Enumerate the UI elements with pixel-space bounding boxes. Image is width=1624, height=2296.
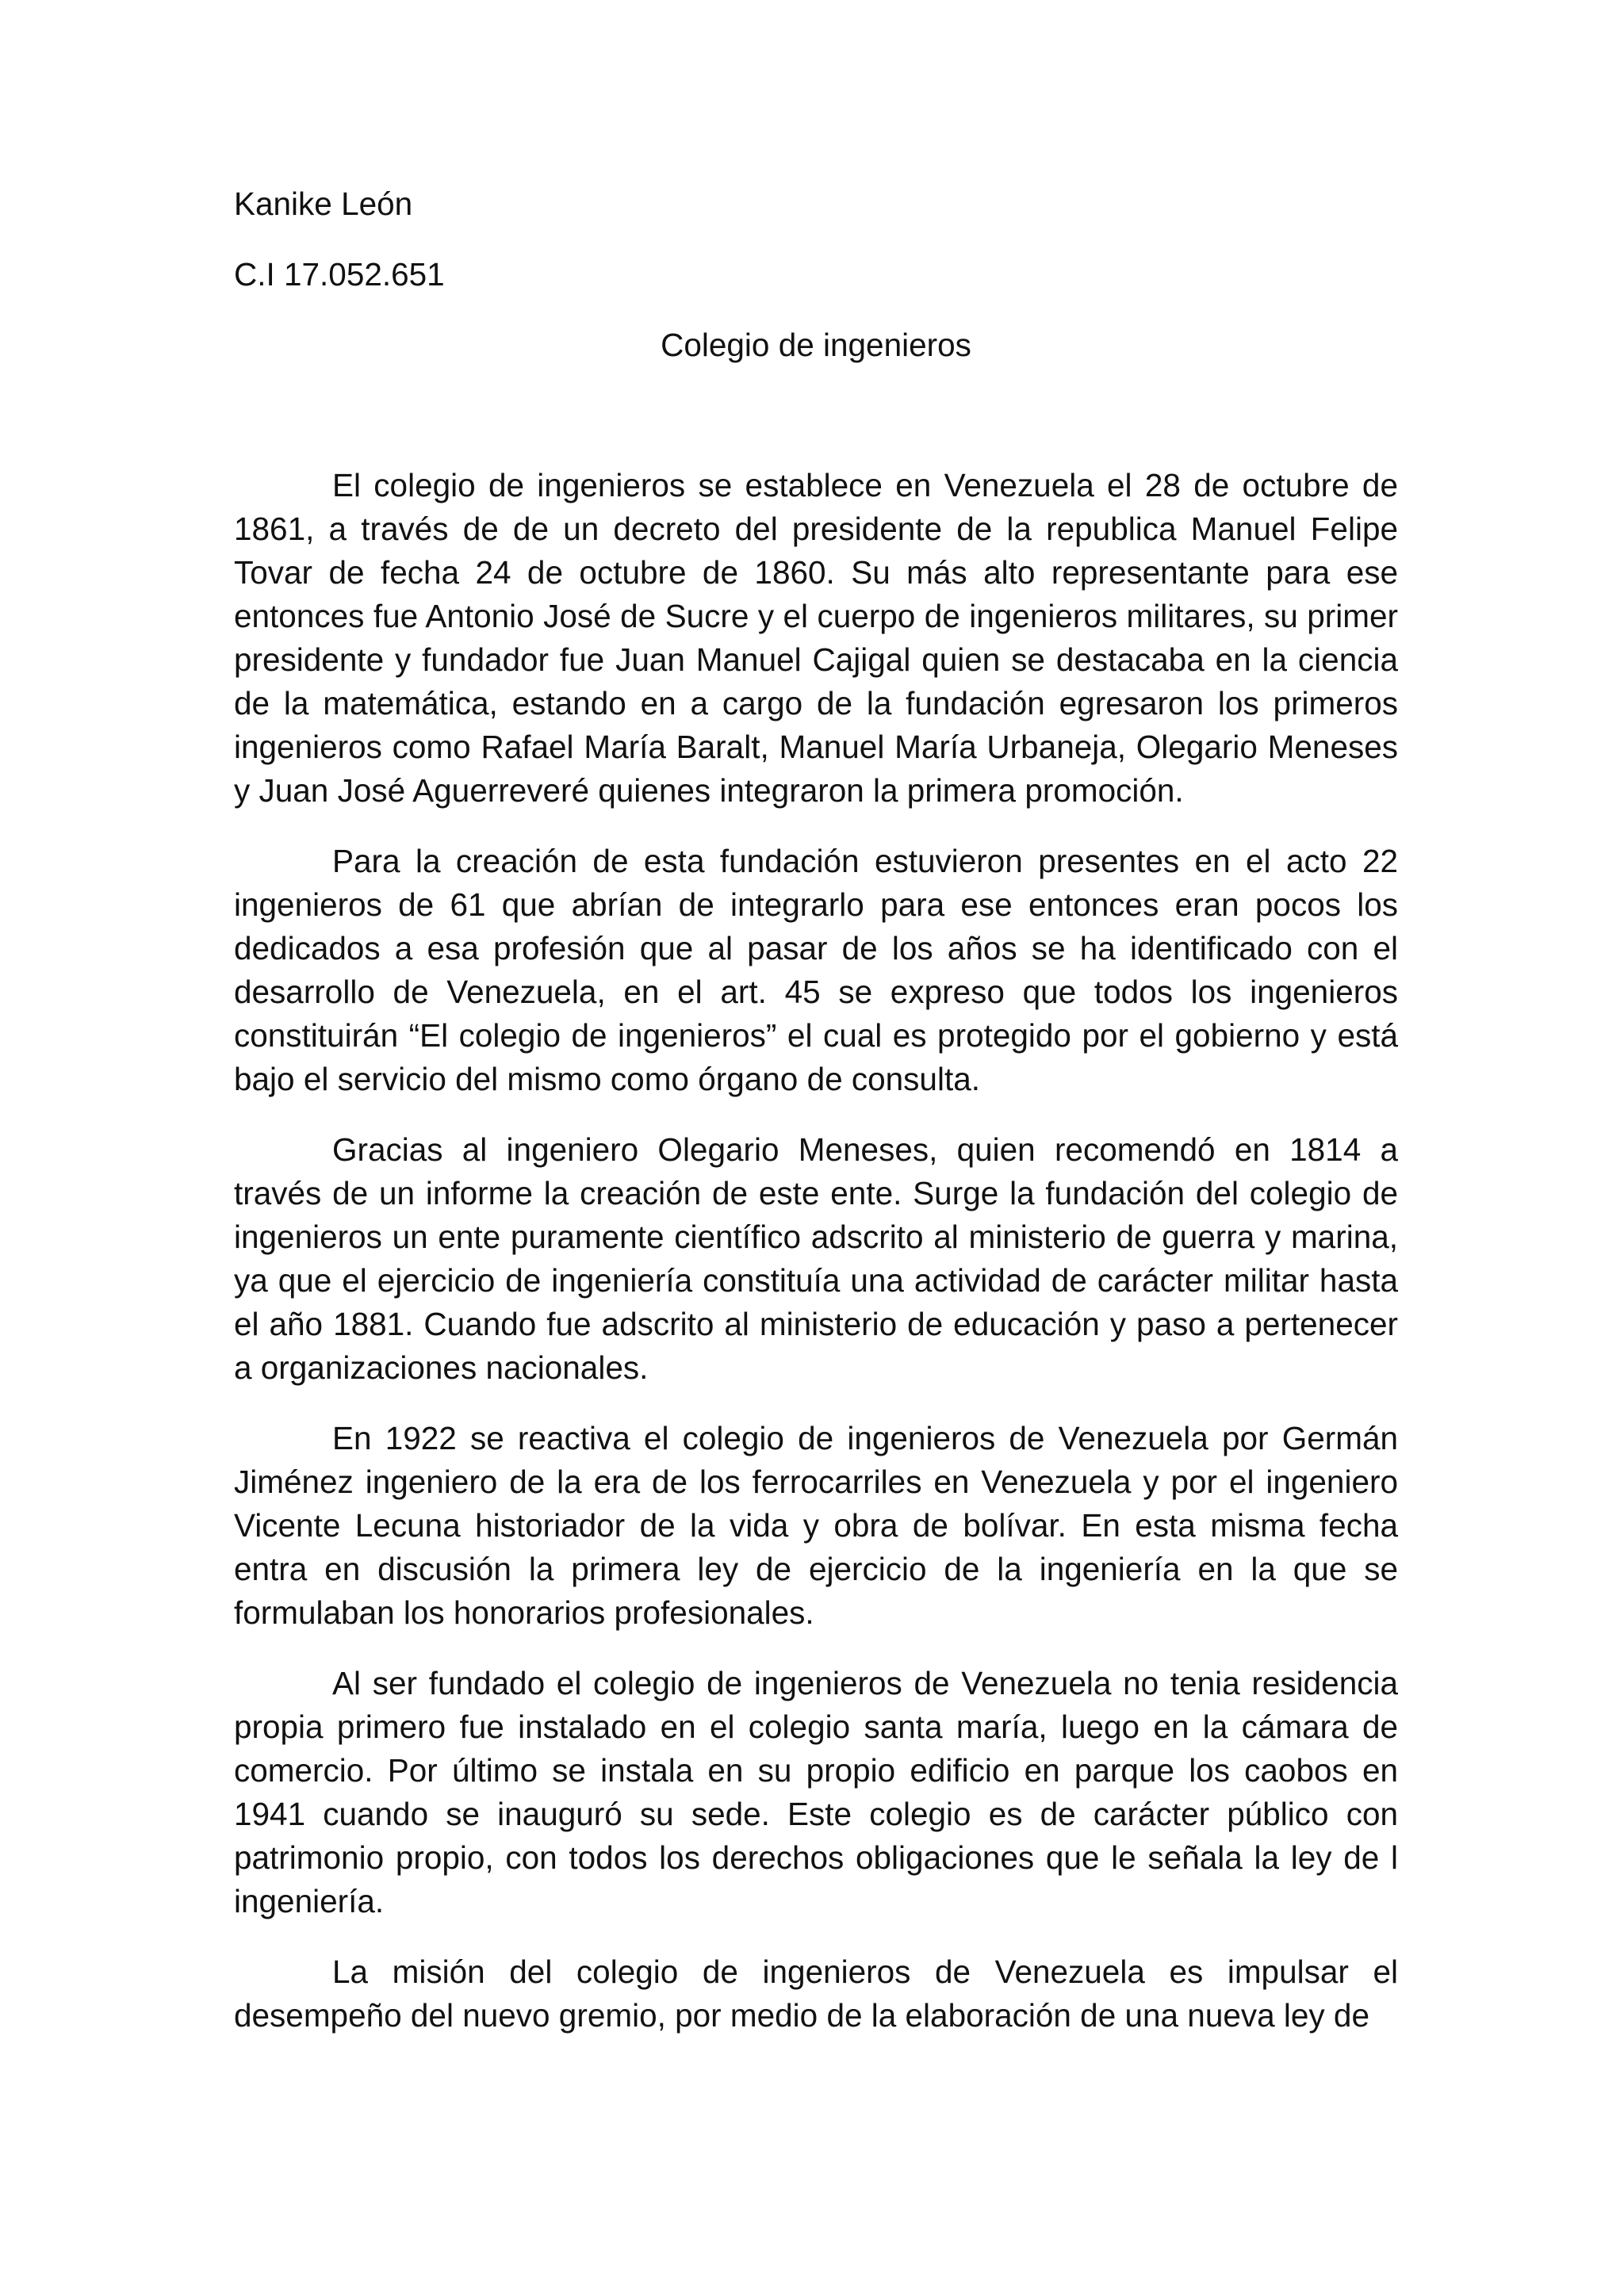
id-number: C.I 17.052.651 bbox=[234, 256, 445, 293]
author-name: Kanike León bbox=[234, 186, 413, 222]
paragraph-4: En 1922 se reactiva el colegio de ingenieros de Venezuela por Germán Jiménez ingeniero de la era de los ferrocarriles en Venezuela y por el ingeniero Vicente Lecuna historiador de la vida y obra de bolívar. En esta misma fecha entra en discusión la primera ley de ejercicio de la ingeniería en la que se formulaban los honorarios profesionales. bbox=[234, 1420, 1398, 1631]
paragraph-5: Al ser fundado el colegio de ingenieros de Venezuela no tenia residencia propia primero fue instalado en el colegio santa maría, luego en la cámara de comercio. Por último se instala en su propio edificio en parque los caobos en 1941 cuando se inauguró su sede. Este colegio es de carácter público con patrimonio propio, con todos los derechos obligaciones que le señala la ley de l ingeniería. bbox=[234, 1665, 1398, 1919]
paragraph-1: El colegio de ingenieros se establece en Venezuela el 28 de octubre de 1861, a través de de un decreto del presidente de la republica Manuel Felipe Tovar de fecha 24 de octubre de 1860. Su más alto representante para ese entonces fue Antonio José de Sucre y el cuerpo de ingenieros militares, su primer presidente y fundador fue Juan Manuel Cajigal quien se destacaba en la ciencia de la matemática, estando en a cargo de la fundación egresaron los primeros ingenieros como Rafael María Baralt, Manuel María Urbaneja, Olegario Meneses y Juan José Aguerreveré quienes integraron la primera promoción. bbox=[234, 467, 1398, 809]
paragraph-6: La misión del colegio de ingenieros de Venezuela es impulsar el desempeño del nuevo gremio, por medio de la elaboración de una nueva ley de bbox=[234, 1954, 1398, 2034]
document-title: Colegio de ingenieros bbox=[661, 327, 971, 363]
paragraph-2: Para la creación de esta fundación estuvieron presentes en el acto 22 ingenieros de 61 que abrían de integrarlo para ese entonces eran pocos los dedicados a esa profesión que al pasar de los años se ha identificado con el desarrollo de Venezuela, en el art. 45 se expreso que todos los ingenieros constituirán “El colegio de ingenieros” el cual es protegido por el gobierno y está bajo el servicio del mismo como órgano de consulta. bbox=[234, 843, 1398, 1097]
document-body bbox=[234, 182, 1398, 2064]
paragraph-3: Gracias al ingeniero Olegario Meneses, quien recomendó en 1814 a través de un informe la creación de este ente. Surge la fundación del colegio de ingenieros un ente puramente científico adscrito al ministerio de guerra y marina, ya que el ejercicio de ingeniería constituía una actividad de carácter militar hasta el año 1881. Cuando fue adscrito al ministerio de educación y paso a pertenecer a organizaciones nacionales. bbox=[234, 1131, 1398, 1386]
